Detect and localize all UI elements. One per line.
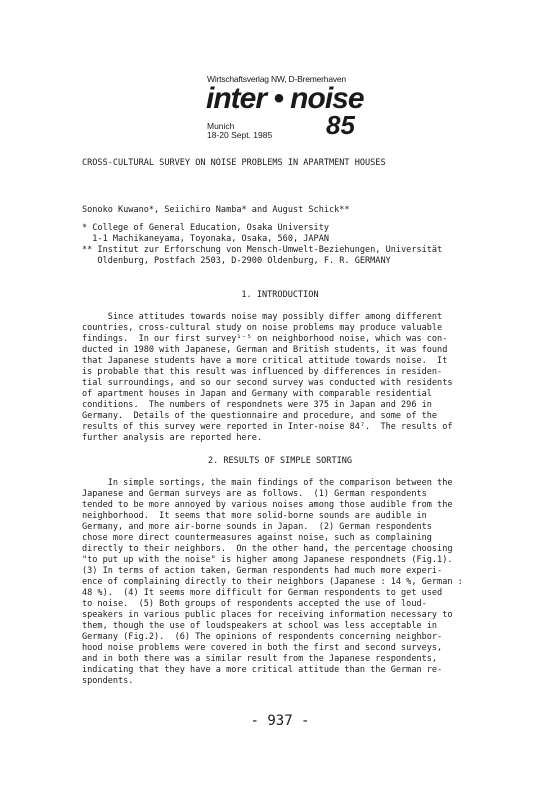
text-line: of apartment houses in Japan and Germany with comparable residential [82, 389, 432, 399]
text-line: and in both there was a similar result from the Japanese respondents, [82, 654, 438, 664]
text-line: tial surroundings, and so our second survey was conducted with residents [82, 378, 453, 388]
text-line: 48 %). (4) It seems more difficult for German respondents to get used [82, 588, 443, 598]
text-line: Germany. Details of the questionnaire and procedure, and some of the [82, 411, 438, 421]
text-line: Since attitudes towards noise may possibly differ among different [82, 312, 443, 322]
text-line: that Japanese students have a more critical attitude towards noise. It [82, 356, 448, 366]
text-line: Germany, and more air-borne sounds in Japan. (2) German respondents [82, 522, 432, 532]
text-line: hood noise problems were covered in both the first and second surveys, [82, 643, 443, 653]
text-line: directly to their neighbors. On the other hand, the percentage choosing [82, 544, 453, 554]
affiliation-line: Oldenburg, Postfach 2503, D-2900 Oldenburg, F. R. GERMANY [82, 256, 391, 266]
text-line: "to put up with the noise" is higher among Japanese respondnets (Fig.1). [82, 555, 453, 565]
text-line: ducted in 1980 with Japanese, German and British students, it was found [82, 345, 448, 355]
text-line: Japanese and German surveys are as follows. (1) German respondents [82, 489, 427, 499]
publisher-line: Wirtschaftsverlag NW, D-Bremerhaven [207, 74, 346, 84]
affiliation-line: * College of General Education, Osaka University [82, 223, 329, 233]
text-line: neighborhood. It seems that more solid-borne sounds are audible in [82, 511, 427, 521]
conference-dates: 18-20 Sept. 1985 [207, 130, 273, 140]
text-line: indicating that they have a more critical attitude than the German re- [82, 665, 443, 675]
text-line: countries, cross-cultural study on noise problems may produce valuable [82, 323, 443, 333]
section-heading-introduction: 1. INTRODUCTION [241, 290, 319, 300]
text-line: findings. In our first survey¹⁻⁵ on neighborhood noise, which was con- [82, 334, 448, 344]
text-line: is probable that this result was influenced by differences in residen- [82, 367, 443, 377]
text-line: (3) In terms of action taken, German respondents had much more experi- [82, 566, 443, 576]
text-line: speakers in various public places for receiving information necessary to [82, 610, 453, 620]
text-line: ence of complaining directly to their neighbors (Japanese : 14 %, German : [82, 577, 463, 587]
text-line: Germany (Fig.2). (6) The opinions of respondents concerning neighbor- [82, 632, 443, 642]
text-line: spondents. [82, 676, 134, 686]
affiliation-line: ** Institut zur Erforschung von Mensch-Umwelt-Beziehungen, Universität [82, 245, 443, 255]
section-heading-results: 2. RESULTS OF SIMPLE SORTING [207, 456, 353, 466]
paper-title: CROSS-CULTURAL SURVEY ON NOISE PROBLEMS IN APARTMENT HOUSES [82, 158, 386, 168]
conference-logo: inter • noise [206, 82, 364, 115]
text-line: conditions. The numbers of respondnets were 375 in Japan and 296 in [82, 400, 432, 410]
text-line: to noise. (5) Both groups of respondents accepted the use of loud- [82, 599, 427, 609]
text-line: results of this survey were reported in Inter-noise 84⁷. The results of [82, 422, 453, 432]
text-line: tended to be more annoyed by various noises among those audible from the [82, 500, 453, 510]
paper-authors: Sonoko Kuwano*, Seiichiro Namba* and August Schick** [82, 205, 350, 215]
text-line: further analysis are reported here. [82, 433, 263, 443]
conference-city: Munich [207, 121, 235, 131]
text-line: In simple sortings, the main findings of the comparison between the [82, 478, 453, 488]
page-number: - 937 - [250, 713, 310, 729]
text-line: them, though the use of loudspeakers at school was less acceptable in [82, 621, 438, 631]
conference-year: 85 [326, 110, 355, 140]
text-line: chose more direct countermeasures against noise, such as complaining [82, 533, 432, 543]
affiliation-line: 1-1 Machikaneyama, Toyonaka, Osaka, 560, JAPAN [82, 234, 329, 244]
